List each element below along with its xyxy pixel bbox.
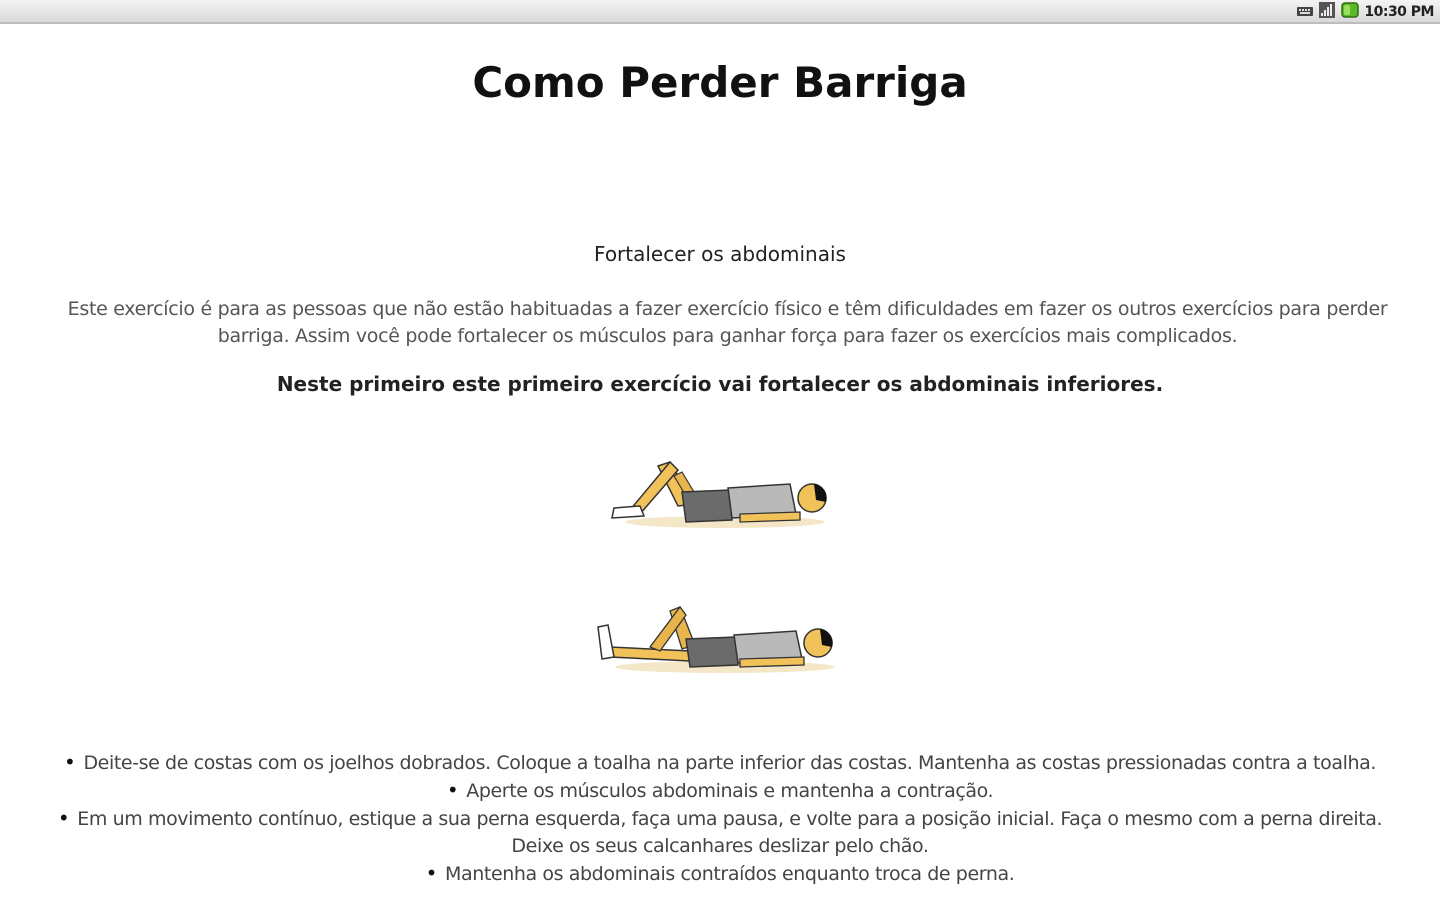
intro-paragraph: Este exercício é para as pessoas que não estão habituadas a fazer exercício físico e têm dificuldades em fazer os outros exercícios para perder barriga. Assim você pode fortalecer os músculos para ganhar força para fazer os exercícios mais complicados. [67, 298, 1388, 347]
exercise-illustration-start [0, 444, 1440, 534]
status-time: 10:30 PM [1364, 4, 1434, 20]
list-item: • Em um movimento contínuo, estique a sua perna esquerda, faça uma pausa, e volte para a posição inicial. Faça o mesmo com a perna direita. Deixe os seus calcanhares deslizar pelo chão. [30, 805, 1410, 860]
article [0, 24, 1440, 900]
list-item: • Deite-se de costas com os joelhos dobrados. Coloque a toalha na parte inferior das costas. Mantenha as costas pressionadas contra a toalha. [30, 749, 1410, 777]
battery-icon [1340, 1, 1360, 23]
status-icons [1296, 2, 1434, 22]
instruction-list [30, 749, 1410, 888]
signal-icon [1318, 1, 1336, 23]
status-bar [0, 0, 1440, 24]
list-item: • Aperte os músculos abdominais e mantenha a contração. [30, 777, 1410, 805]
page-title: Como Perder Barriga [472, 58, 968, 107]
list-item: • Mantenha os abdominais contraídos enquanto troca de perna. [30, 860, 1410, 888]
section-heading: Fortalecer os abdominais [594, 242, 846, 266]
exercise-illustration-extended [0, 589, 1440, 679]
lead-paragraph: Neste primeiro este primeiro exercício vai fortalecer os abdominais inferiores. [276, 372, 1164, 396]
keyboard-icon [1296, 2, 1314, 22]
